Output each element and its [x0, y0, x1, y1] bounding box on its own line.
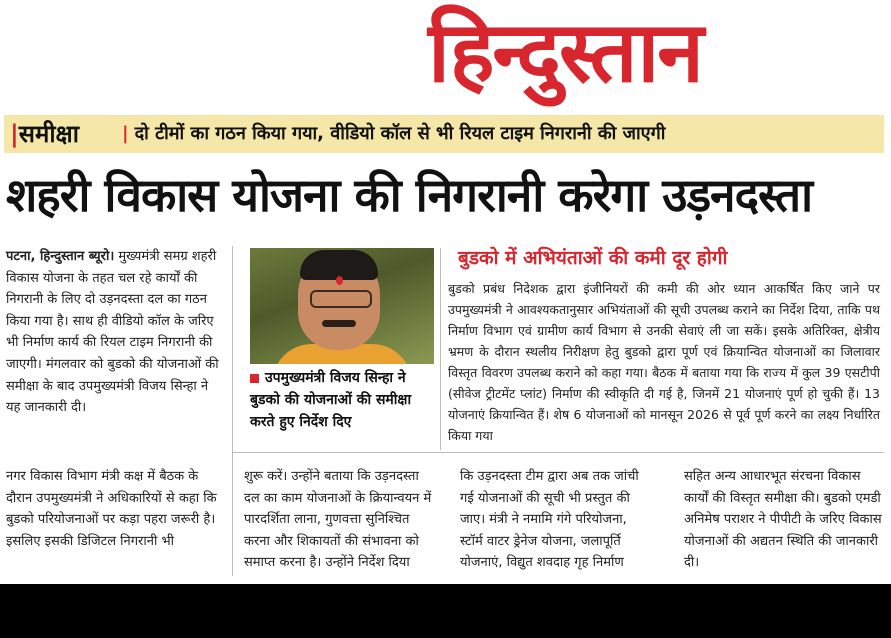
second-paragraph: नगर विकास विभाग मंत्री कक्ष में बैठक के दौरान उपमुख्यमंत्री ने अधिकारियों से कहा कि बुडको परियोजनाओं पर कड़ा पहरा जरूरी है। इसलिए इसकी डिजिटल निगरानी भी	[6, 469, 217, 549]
bottom-black-band	[0, 584, 891, 638]
kicker-text-mark: |	[122, 123, 129, 144]
article-column-1b	[6, 466, 220, 552]
headline: शहरी विकास योजना की निगरानी करेगा उड़नदस्ता	[6, 168, 813, 222]
photo-caption	[250, 367, 434, 433]
kicker-text	[122, 115, 665, 153]
sidebox-title: बुडको में अभियंताओं की कमी दूर होगी	[458, 247, 728, 269]
kicker-mark: |	[10, 120, 19, 148]
masthead-logo: हिन्दुस्तान	[428, 2, 702, 101]
lead-paragraph: मुख्यमंत्री समग्र शहरी विकास योजना के तहत चल रहे कार्यों की निगरानी के लिए दो उड़नदस्ता दल का गठन किया गया है। साथ ही वीडियो कॉल के जरिए भी निर्माण कार्य की रियल टाइम निगरानी की जाएगी। मंगलवार को बुडको की योजनाओं की समीक्षा के बाद उपमुख्यमंत्री विजय सिन्हा ने यह जानकारी दी।	[6, 249, 219, 416]
kicker-text-label: दो टीमों का गठन किया गया, वीडियो कॉल से भी रियल टाइम निगरानी की जाएगी	[134, 123, 666, 144]
article-column-4: सहित अन्य आधारभूत संरचना विकास कार्यों की विस्तृत समीक्षा की। बुडको एमडी अनिमेष पराशर ने पीपीटी के जरिए विकास योजनाओं की अद्यतन स्थिति की जानकारी दी।	[684, 469, 882, 571]
sidebox-divider	[440, 248, 441, 450]
article-column-1	[6, 246, 220, 419]
sidebox-bottom-rule	[232, 452, 884, 453]
article-column-2: शुरू करें। उन्होंने बताया कि उड़नदस्ता दल का काम योजनाओं के क्रियान्वयन में पारदर्शिता लाना, गुणवत्ता सुनिश्चित करना और शिकायतों की संभावना को समाप्त करना है। उन्होंने निर्देश दिया	[244, 469, 432, 571]
byline: पटना, हिन्दुस्तान ब्यूरो।	[6, 249, 115, 264]
column-divider	[232, 246, 233, 576]
kicker-tag-label: समीक्षा	[18, 120, 79, 148]
caption-text: उपमुख्यमंत्री विजय सिन्हा ने बुडको की योजनाओं की समीक्षा करते हुए निर्देश दिए	[250, 370, 412, 430]
caption-square-icon	[250, 374, 259, 383]
article-column-3: कि उड़नदस्ता टीम द्वारा अब तक जांची गई योजनाओं की सूची भी प्रस्तुत की जाए। मंत्री ने नमामि गंगे परियोजना, स्टॉर्म वाटर ड्रेनेज योजना, जलापूर्ति योजनाएं, विद्युत शवदाह गृह निर्माण	[460, 469, 639, 571]
kicker-tag	[10, 115, 79, 153]
portrait-photo	[250, 248, 434, 364]
sidebox-body: बुडको प्रबंध निदेशक द्वारा इंजीनियरों की कमी की ओर ध्यान आकर्षित किए जाने पर उपमुख्यमंत्री ने आवश्यकतानुसार अभियंताओं की सूची उपलब्ध कराने का निर्देश दिया, ताकि पथ निर्माण विभाग एवं ग्रामीण कार्य विभाग से उनकी सेवाएं ली जा सकें। इसके अतिरिक्त, क्षेत्रीय भ्रमण के दौरान स्थलीय निरीक्षण हेतु बुडको द्वारा पूर्ण एवं क्रियान्वित योजनाओं का जिलावार विस्तृत विवरण उपलब्ध कराने को कहा गया। बैठक में बताया गया कि राज्य में कुल 39 एसटीपी (सीवेज ट्रीटमेंट प्लांट) निर्माण की स्वीकृति दी गई है, जिनमें 21 योजनाएं पूर्ण हो चुकी हैं। 13 योजनाएं क्रियान्वित हैं। शेष 6 योजनाओं को मानसून 2026 से पूर्व पूर्ण करने का लक्ष्य निर्धारित किया गया	[448, 281, 880, 443]
